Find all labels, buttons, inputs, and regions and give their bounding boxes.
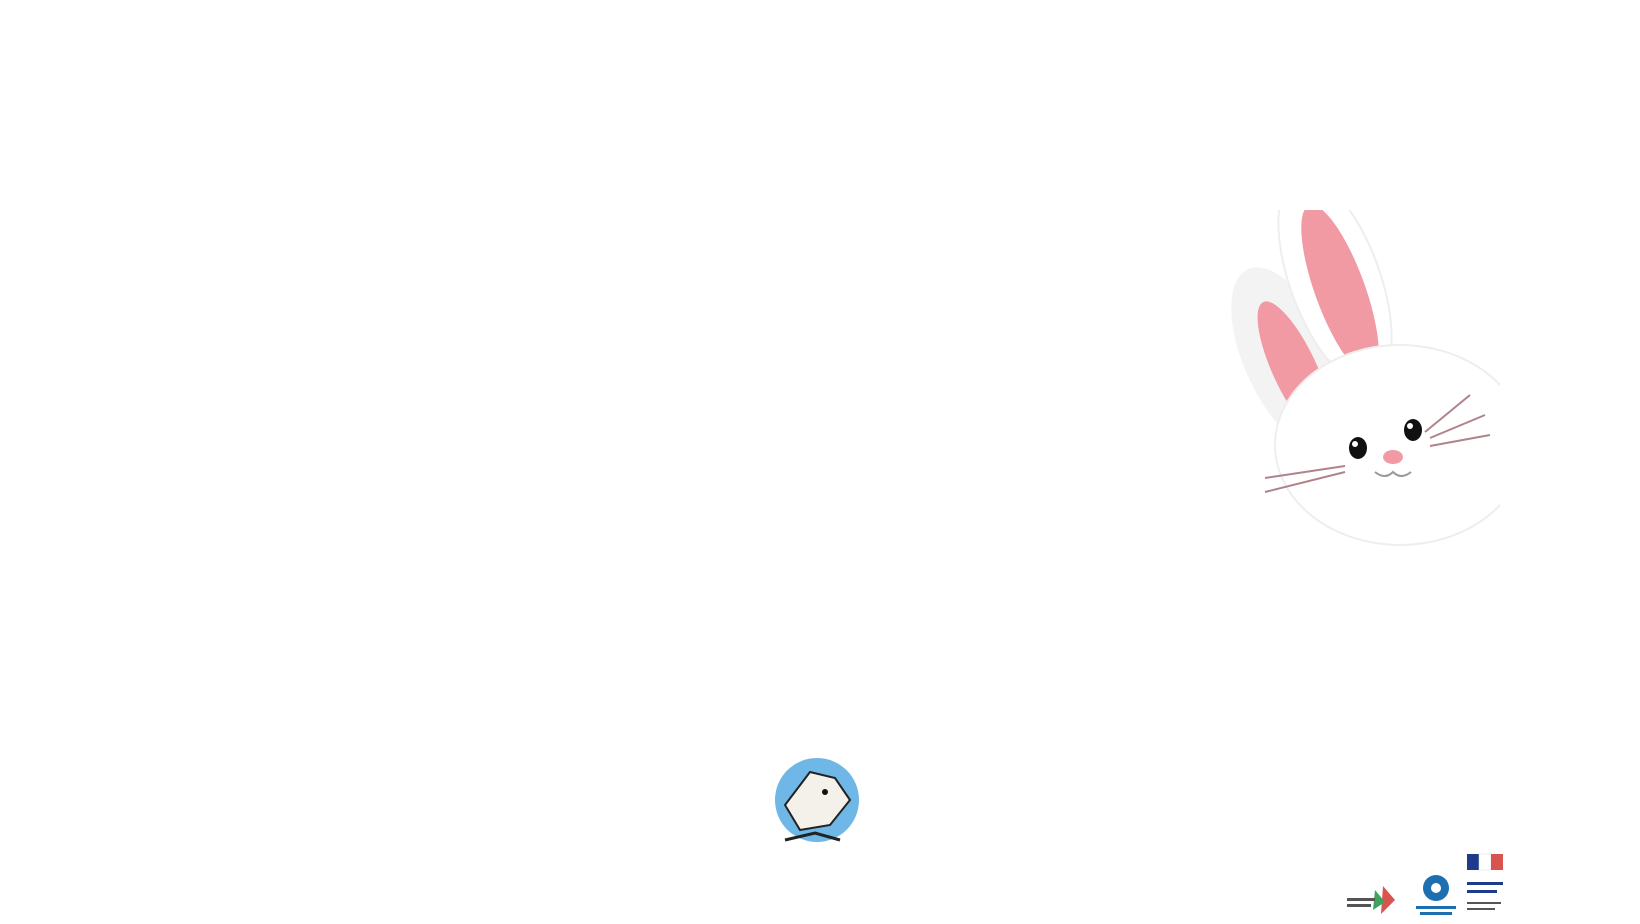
republique-francaise-logo [1465, 852, 1505, 922]
croqu-livre-logo [755, 730, 880, 880]
paw-print-border-right [1490, 100, 1640, 924]
paw-print-border-top [0, 0, 1640, 120]
partner-logos [1060, 840, 1500, 924]
contrat-de-ville-logo [1345, 880, 1405, 920]
caf-logo [1410, 872, 1462, 922]
bunny-illustration [1225, 210, 1500, 550]
